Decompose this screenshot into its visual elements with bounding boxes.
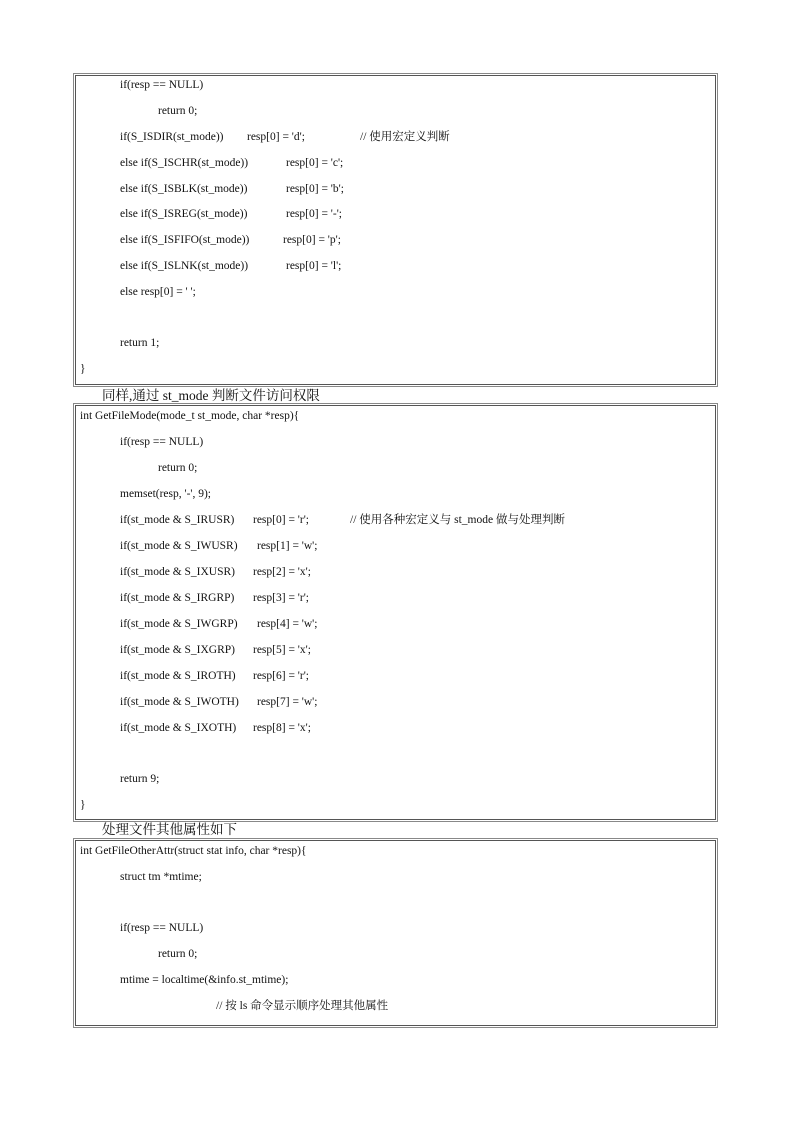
code-block-get-file-other-attr [75,840,716,1026]
code-line: return 0; [158,105,198,117]
code-statement: if(st_mode & S_IXUSR) [120,566,235,578]
code-statement: resp[4] = 'w'; [257,618,318,630]
code-block-file-type [75,75,716,385]
code-statement: resp[2] = 'x'; [253,566,311,578]
code-statement: if(st_mode & S_IWGRP) [120,618,238,630]
code-statement: else if(S_ISBLK(st_mode)) [120,183,248,195]
code-statement: else if(S_ISLNK(st_mode)) [120,260,249,272]
code-statement: if(S_ISDIR(st_mode)) [120,131,224,143]
code-line: if(resp == NULL) [120,436,204,448]
code-statement: resp[3] = 'r'; [253,592,309,604]
code-comment: // 使用宏定义判断 [360,131,450,143]
code-line: return 9; [120,773,160,785]
code-statement: resp[0] = 'r'; [253,514,309,526]
code-line: return 0; [158,948,198,960]
code-line: int GetFileMode(mode_t st_mode, char *resp){ [80,410,300,422]
code-line [120,721,311,777]
code-comment: // 使用各种宏定义与 st_mode 做与处理判断 [350,514,565,526]
code-statement: else if(S_ISFIFO(st_mode)) [120,234,250,246]
code-statement: resp[8] = 'x'; [253,722,311,734]
code-statement: if(st_mode & S_IXOTH) [120,722,237,734]
code-statement: else if(S_ISREG(st_mode)) [120,208,248,220]
code-statement: resp[0] = 'p'; [283,234,341,246]
code-statement: resp[7] = 'w'; [257,696,318,708]
section-text: 处理文件其他属性如下 [102,822,237,837]
code-statement: resp[1] = 'w'; [257,540,318,552]
code-line: return 0; [158,462,198,474]
code-statement: if(st_mode & S_IWOTH) [120,696,239,708]
code-line: struct tm *mtime; [120,871,202,883]
code-statement: resp[6] = 'r'; [253,670,309,682]
code-line: memset(resp, '-', 9); [120,488,212,500]
code-statement: if(st_mode & S_IRGRP) [120,592,235,604]
code-line: } [80,363,86,375]
code-comment: // 按 ls 命令显示顺序处理其他属性 [216,1000,389,1012]
code-line: return 1; [120,337,160,349]
code-line: if(resp == NULL) [120,79,204,91]
code-line: } [80,799,86,811]
code-statement: else if(S_ISCHR(st_mode)) [120,157,249,169]
code-statement: if(st_mode & S_IWUSR) [120,540,238,552]
code-line: int GetFileOtherAttr(struct stat info, char *resp){ [80,845,307,857]
code-line: mtime = localtime(&info.st_mtime); [120,974,289,986]
code-block-get-file-mode [75,405,716,820]
code-statement: resp[0] = 'c'; [286,157,344,169]
code-statement: resp[5] = 'x'; [253,644,311,656]
code-line: else resp[0] = ' '; [120,286,196,298]
code-statement: if(st_mode & S_IRUSR) [120,514,235,526]
code-statement: resp[0] = 'l'; [286,260,342,272]
code-statement: resp[0] = 'd'; [247,131,305,143]
code-statement: if(st_mode & S_IXGRP) [120,644,235,656]
section-text: 同样,通过 st_mode 判断文件访问权限 [102,388,320,403]
code-statement: resp[0] = '-'; [286,208,342,220]
code-statement: if(st_mode & S_IROTH) [120,670,236,682]
code-statement: resp[0] = 'b'; [286,183,344,195]
code-line: if(resp == NULL) [120,922,204,934]
